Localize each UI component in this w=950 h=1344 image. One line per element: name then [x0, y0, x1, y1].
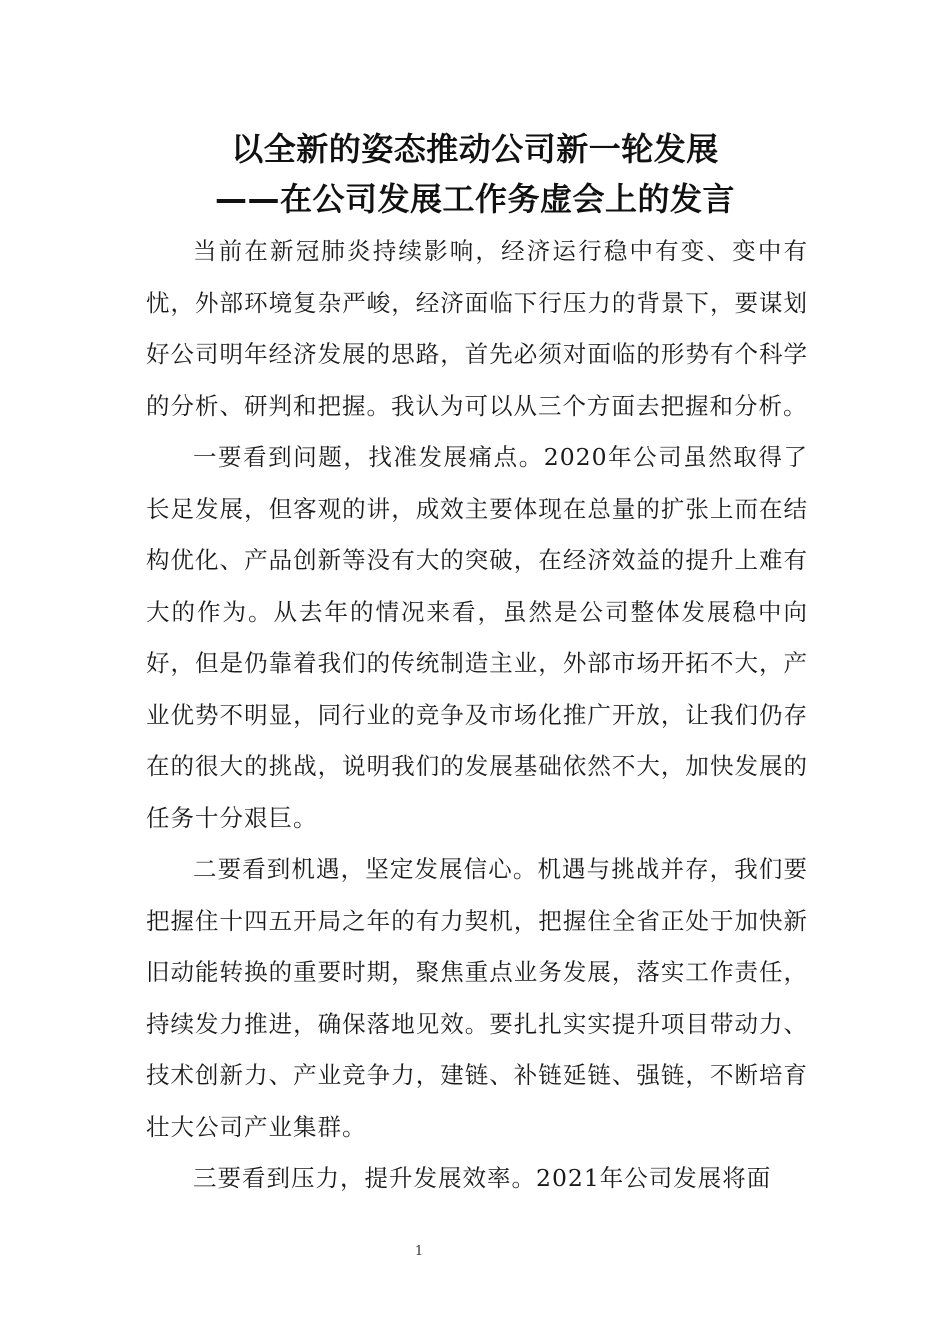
paragraph: 当前在新冠肺炎持续影响，经济运行稳中有变、变中有忧，外部环境复杂严峻，经济面临下行压力的背景下，要谋划好公司明年经济发展的思路，首先必须对面临的形势有个科学的分析、研判和把握。我认为可以从三个方面去把握和分析。	[146, 237, 808, 420]
page-number: 1	[414, 1244, 424, 1259]
page-number-footer	[0, 1244, 950, 1259]
title-block	[0, 124, 950, 224]
paragraph: 一要看到问题，找准发展痛点。2020年公司虽然取得了长足发展，但客观的讲，成效主要体现在总量的扩张上而在结构优化、产品创新等没有大的突破，在经济效益的提升上难有大的作为。从去年的情况来看，虽然是公司整体发展稳中向好，但是仍靠着我们的传统制造主业，外部市场开拓不大，产业优势不明显，同行业的竞争及市场化推广开放，让我们仍存在的很大的挑战，说明我们的发展基础依然不大，加快发展的任务十分艰巨。	[146, 443, 808, 832]
document-subtitle: ——在公司发展工作务虚会上的发言	[214, 180, 735, 218]
document-title: 以全新的姿态推动公司新一轮发展	[231, 130, 719, 168]
document-body	[146, 226, 808, 1205]
paragraph: 二要看到机遇，坚定发展信心。机遇与挑战并存，我们要把握住十四五开局之年的有力契机，把握住全省正处于加快新旧动能转换的重要时期，聚焦重点业务发展，落实工作责任，持续发力推进，确保落地见效。要扎扎实实提升项目带动力、技术创新力、产业竞争力，建链、补链延链、强链，不断培育壮大公司产业集群。	[146, 855, 808, 1141]
paragraph: 三要看到压力，提升发展效率。2021年公司发展将面	[193, 1164, 772, 1192]
